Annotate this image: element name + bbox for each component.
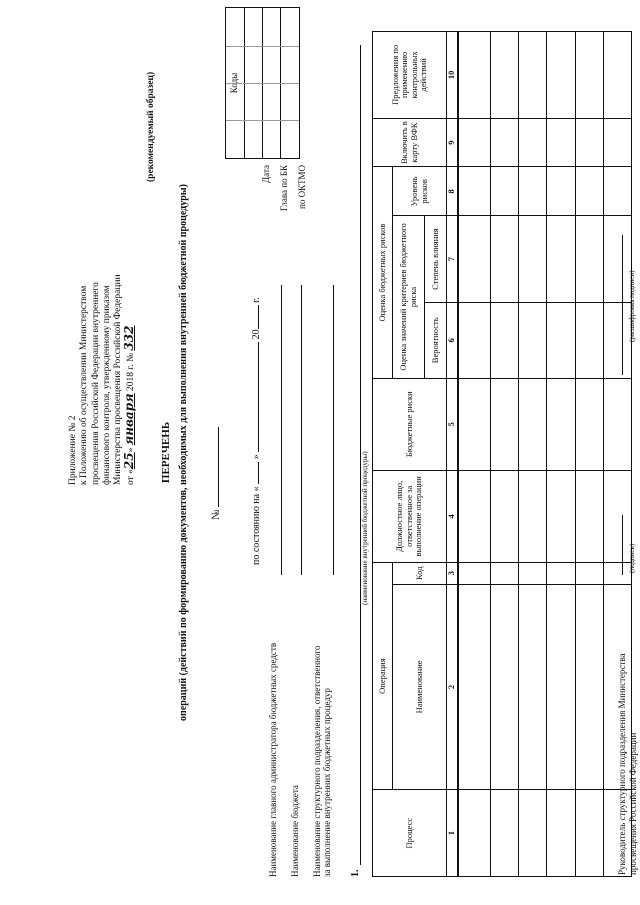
table-cell[interactable] — [490, 167, 518, 216]
table-cell[interactable] — [458, 562, 491, 584]
day-field[interactable] — [248, 462, 259, 484]
codes-label-bk: Глава по БК — [279, 165, 289, 212]
table-row — [575, 32, 603, 877]
column-number: 5 — [447, 378, 458, 470]
table-cell[interactable] — [603, 32, 631, 119]
column-number: 2 — [447, 584, 458, 790]
table-row — [519, 32, 547, 877]
table-cell[interactable] — [603, 378, 631, 470]
column-number: 1 — [447, 790, 458, 877]
table-cell[interactable] — [458, 584, 491, 790]
document-title: ПЕРЕЧЕНЬ — [160, 421, 172, 484]
codes-label-oktmo: по ОКТМО — [297, 165, 307, 209]
table-cell[interactable] — [458, 118, 491, 167]
handwritten-month: января — [122, 393, 137, 446]
column-number: 7 — [447, 216, 458, 303]
section-number: 1. — [350, 869, 361, 877]
table-cell[interactable] — [519, 562, 547, 584]
table-row — [547, 32, 575, 877]
table-cell[interactable] — [575, 470, 603, 562]
table-cell[interactable] — [575, 790, 603, 877]
header-include: Включить в карту ВФК — [373, 118, 447, 167]
table-cell[interactable] — [519, 32, 547, 119]
column-number: 6 — [447, 302, 458, 378]
field-label-unit: Наименование структурного подразделения, ответственного — [312, 645, 322, 877]
column-number: 4 — [447, 470, 458, 562]
appendix-header — [68, 90, 138, 485]
signature-caption: (подпись) — [628, 543, 636, 573]
table-cell[interactable] — [490, 584, 518, 790]
year-field[interactable] — [248, 305, 259, 329]
field-label-budget: Наименование бюджета — [290, 785, 300, 877]
field-line-unit[interactable] — [333, 285, 334, 575]
table-cell[interactable] — [575, 167, 603, 216]
table-cell[interactable] — [547, 562, 575, 584]
table-cell[interactable] — [575, 302, 603, 378]
table-cell[interactable] — [547, 302, 575, 378]
recommended-sample-note: (рекомендуемый образец) — [146, 71, 156, 182]
appendix-line: просвещения Российской Федерации внутреннего — [90, 282, 101, 485]
month-field[interactable] — [248, 342, 259, 452]
table-cell[interactable] — [575, 562, 603, 584]
field-label-admin: Наименование главного администратора бюджетных средств — [268, 642, 278, 877]
table-cell[interactable] — [458, 167, 491, 216]
column-number: 3 — [447, 562, 458, 584]
document-subtitle: операций (действий по формированию документов, необходимых для выполнения внутренней бюджетной процедуры) — [178, 184, 189, 721]
header-process: Процесс — [373, 790, 447, 877]
table-cell[interactable] — [547, 118, 575, 167]
codes-grid-line — [226, 46, 299, 47]
codes-title: Коды — [229, 72, 239, 94]
signature-block — [617, 653, 638, 875]
table-cell[interactable] — [490, 470, 518, 562]
decoding-caption: (расшифровка подписи) — [628, 270, 636, 342]
table-cell[interactable] — [490, 216, 518, 303]
table-cell[interactable] — [458, 378, 491, 470]
signature-title-line: просвещения Российской Федерации — [627, 732, 638, 875]
table-cell[interactable] — [575, 118, 603, 167]
table-cell[interactable] — [458, 790, 491, 877]
table-cell[interactable] — [603, 118, 631, 167]
table-cell[interactable] — [547, 584, 575, 790]
table-cell[interactable] — [519, 216, 547, 303]
header-code: Код — [393, 562, 447, 584]
table-cell[interactable] — [519, 167, 547, 216]
table-cell[interactable] — [519, 302, 547, 378]
table-cell[interactable] — [547, 216, 575, 303]
as-of-date: по состоянию на « » 20 г. — [248, 297, 262, 565]
table-cell[interactable] — [575, 584, 603, 790]
header-name: Наименование — [393, 584, 447, 790]
handwritten-day: 25 — [122, 452, 137, 470]
appendix-line: Министерства просвещения Российской Федерации — [113, 274, 124, 485]
header-risks: Бюджетные риски — [373, 378, 447, 470]
header-proposals: Предложения по применению контрольных действий — [373, 32, 447, 119]
field-label-unit-cont: за выполнение внутренних бюджетных процедур — [322, 688, 332, 877]
table-cell[interactable] — [490, 562, 518, 584]
appendix-line: к Положению об осуществлении Министерством — [79, 285, 90, 485]
operations-table — [372, 31, 632, 877]
table-cell[interactable] — [458, 470, 491, 562]
table-cell[interactable] — [458, 302, 491, 378]
appendix-line: финансового контроля, утвержденному приказом — [101, 285, 112, 485]
handwritten-number: 332 — [122, 325, 137, 351]
table-cell[interactable] — [575, 378, 603, 470]
table-cell[interactable] — [458, 216, 491, 303]
table-cell[interactable] — [490, 790, 518, 877]
header-impact: Степень влияния — [425, 216, 447, 303]
table-cell[interactable] — [490, 32, 518, 119]
appendix-date-line: от «25» января 2018 г. № 332 — [122, 325, 137, 485]
field-line-budget[interactable] — [301, 285, 302, 575]
table-cell[interactable] — [490, 302, 518, 378]
table-cell[interactable] — [519, 790, 547, 877]
table-cell[interactable] — [575, 32, 603, 119]
table-cell[interactable] — [547, 470, 575, 562]
appendix-line: Приложение № 2 — [68, 415, 78, 485]
table-cell[interactable] — [519, 378, 547, 470]
signature-line[interactable] — [622, 515, 623, 575]
table-cell[interactable] — [490, 118, 518, 167]
codes-box — [225, 7, 300, 159]
table-cell[interactable] — [603, 167, 631, 216]
table-cell[interactable] — [547, 378, 575, 470]
document-number: № — [208, 427, 222, 520]
table-cell[interactable] — [547, 167, 575, 216]
header-level: Уровень рисков — [393, 167, 447, 216]
field-line-admin[interactable] — [281, 285, 282, 575]
header-probability: Вероятность — [425, 302, 447, 378]
table-cell[interactable] — [519, 470, 547, 562]
table-row — [490, 32, 518, 877]
column-number: 8 — [447, 167, 458, 216]
table-row — [458, 32, 491, 877]
table-cell[interactable] — [547, 790, 575, 877]
table-cell[interactable] — [458, 32, 491, 119]
table-cell[interactable] — [575, 216, 603, 303]
header-assessment: Оценка бюджетных рисков — [373, 167, 393, 378]
signature-title-line: Руководитель структурного подразделения Министерства — [617, 653, 627, 875]
decoding-line[interactable] — [622, 235, 623, 375]
codes-grid-line — [226, 120, 299, 121]
table-cell[interactable] — [519, 118, 547, 167]
section-caption: (наименование внутренней бюджетной процедуры) — [361, 451, 369, 605]
column-number: 10 — [447, 32, 458, 119]
header-criteria: Оценка значений критериев бюджетного риска — [393, 216, 425, 378]
codes-label-date: Дата — [261, 165, 271, 183]
codes-grid-line — [226, 83, 299, 84]
number-field[interactable] — [208, 427, 219, 507]
header-operation: Операция — [373, 562, 393, 789]
table-cell[interactable] — [490, 378, 518, 470]
column-number: 9 — [447, 118, 458, 167]
table-cell[interactable] — [547, 32, 575, 119]
header-official: Должностное лицо, ответственное за выполнение операции — [373, 470, 447, 562]
table-cell[interactable] — [519, 584, 547, 790]
